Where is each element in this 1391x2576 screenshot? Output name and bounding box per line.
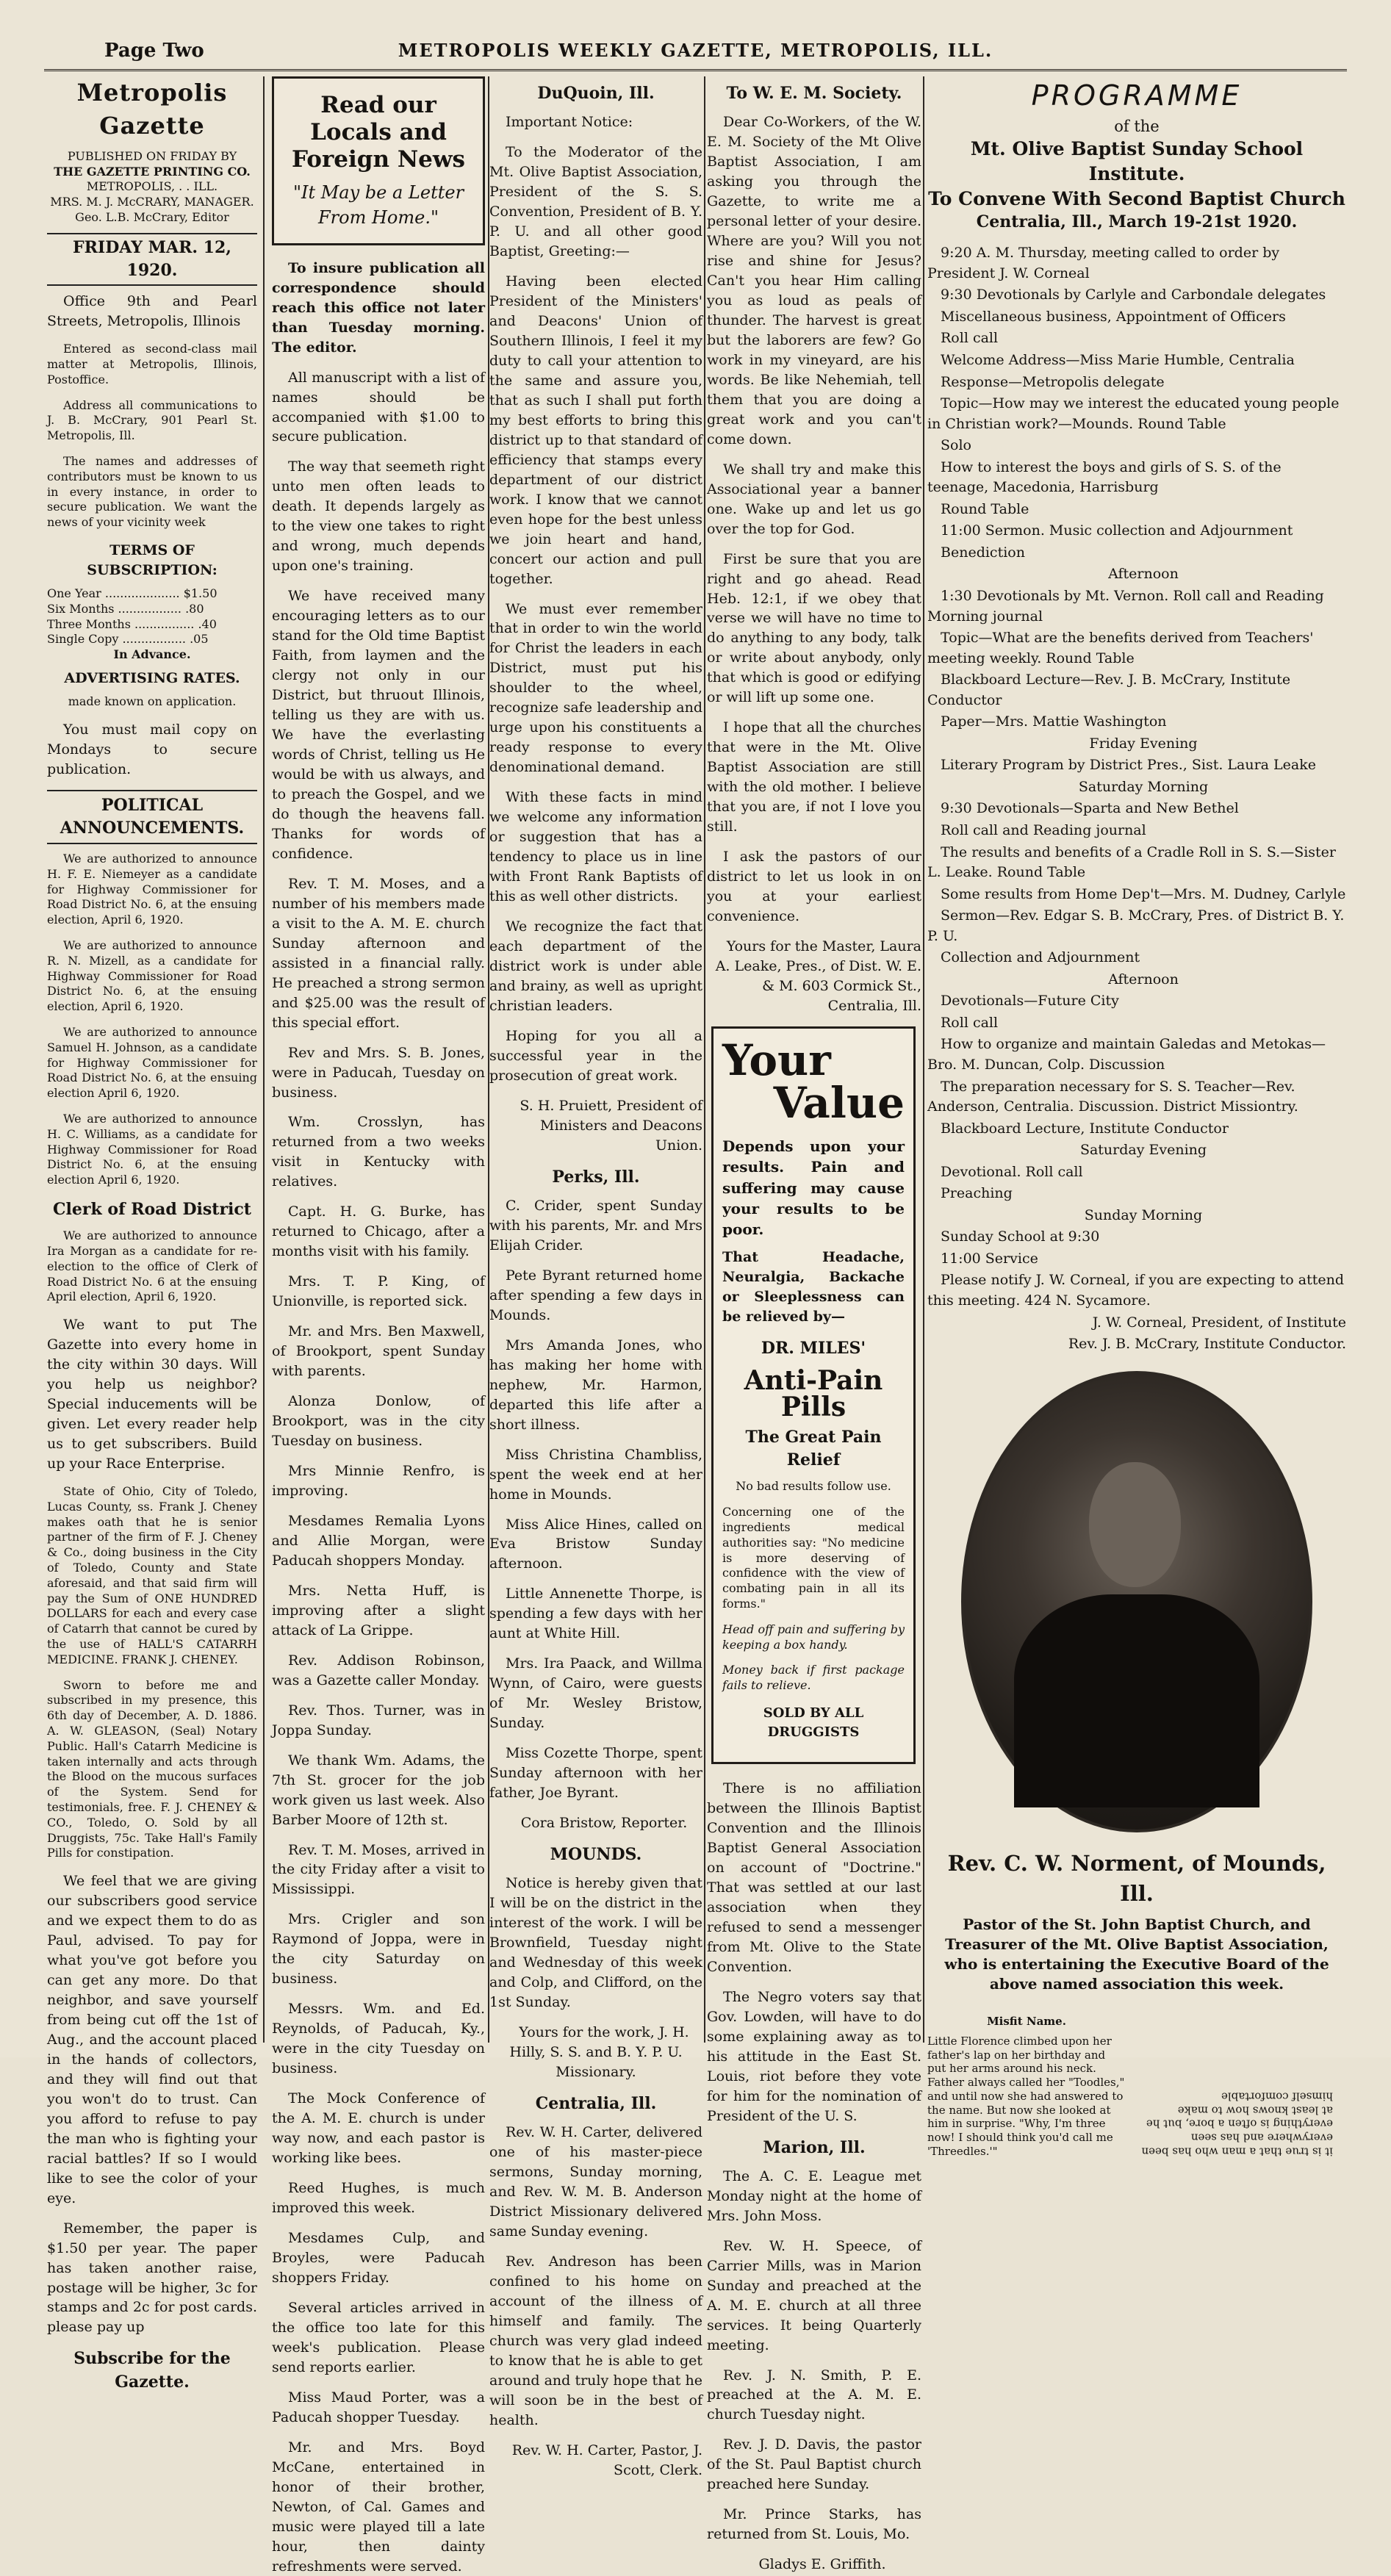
duquoin-title: DuQuoin, Ill. [537,84,655,103]
names-note: The names and addresses of contributors must be known to us in every instance, in order to secure publication. We want the news of your vicinity week [47,454,257,530]
misfit-title: Misfit Name. [987,2015,1066,2029]
marion-paragraph: Rev. J. D. Davis, the pastor of the St. Paul Baptist church preached here Sunday. [707,2436,921,2493]
ad-lead: Depends upon your results. Pain and suffering may cause your results to be poor. [722,1137,905,1239]
column-rule [923,76,924,2043]
political-announcement: We are authorized to announce H. F. E. Niemeyer as a candidate for Highway Commissioner for Road District No. 6, at the ensuing election, April 6, 1920. [47,852,257,927]
dr-miles-ad [711,1026,916,1764]
local-news: Mesdames Culp, and Broyles, were Paducah shoppers Friday. [272,2229,485,2286]
remember-text: Remember, the paper is $1.50 per year. The paper has taken another raise, postage will be higher, 3c for stamps and 2c for post cards. please pay up [47,2220,257,2336]
subscribe-text: Subscribe for the Gazette. [73,2349,231,2392]
programme-item: Preaching [941,1185,1013,1202]
programme-item: Paper—Mrs. Mattie Washington [941,713,1167,730]
programme-item: Some results from Home Dep't—Mrs. M. Dudney, Carlyle [941,885,1346,902]
column-1 [47,76,257,2392]
programme-item: Roll call [941,1014,999,1031]
wem-title: To W. E. M. Society. [726,84,902,103]
programme-item: Welcome Address—Miss Marie Humble, Centralia [941,351,1295,368]
perks-title: Perks, Ill. [552,1167,640,1187]
local-news: Mrs. Netta Huff, is improving after a slight attack of La Grippe. [272,1582,485,1638]
perks-paragraph: Miss Christina Chambliss, spent the week end at her home in Mounds. [489,1446,702,1503]
wem-paragraph: Dear Co-Workers, of the W. E. M. Society of the Mt Olive Baptist Association, I am asking you through the Gazette, to write me a personal letter of your desire. Where are you? Will you not rise and shine for Jesus? Can't you hear Him calling you as loud as peals of thunder. The harvest is great but the laborers are few? Go work in my vineyard, are his words. Be like Nehemiah, tell them that you are doing a great work and you can't come down. [707,114,921,447]
gazette-text: We want to put The Gazette into every home in the city within 30 days. Will you help us neighbor? Special inducements will be given. Let every reader help us to get subscribers. Build up your Race Enterprise. [47,1317,257,1472]
programme-item: 11:00 Sermon. Music collection and Adjournment [941,522,1293,539]
portrait-photo [961,1371,1312,1832]
duquoin-paragraph: To the Moderator of the Mt. Olive Baptist Association, President of the S. S. Convention, President of B. Y. P. U. and all other good Baptist, Greeting:— [489,144,702,260]
local-news: Reed Hughes, is much improved this week. [272,2180,485,2216]
ad-brand: DR. MILES' [761,1338,866,1358]
portrait-note: Pastor of the St. John Baptist Church, and Treasurer of the Mt. Olive Baptist Association, who is entertaining the Executive Board of the above named association this week. [944,1915,1329,1993]
programme-item: Miscellaneous business, Appointment of Officers [941,308,1286,325]
publisher: THE GAZETTE PRINTING CO. [54,164,251,179]
programme-convene: To Convene With Second Baptist Church [928,187,1345,209]
ad-pills: Anti-Pain Pills [744,1364,883,1422]
local-news: All manuscript with a list of names should be accompanied with $1.00 to secure publication. [272,369,485,445]
mail-copy-note: You must mail copy on Mondays to secure publication. [47,721,257,777]
column-3 [489,76,702,2478]
marion-signature: Gladys E. Griffith. [758,2556,886,2573]
programme-item: Roll call [941,330,999,347]
local-news: Mrs Minnie Renfro, is improving. [272,1463,485,1499]
perks-paragraph: Little Annenette Thorpe, is spending a few days with her aunt at White Hill. [489,1586,702,1642]
ad-sold: SOLD BY ALL DRUGGISTS [763,1705,864,1740]
programme-institute: Mt. Olive Baptist Sunday School Institute. [970,138,1304,185]
news-box-subtitle: "It May be a Letter From Home." [292,181,464,228]
programme-section: Sunday Morning [1084,1206,1203,1223]
programme-item: Blackboard Lecture—Rev. J. B. McCrary, Institute Conductor [927,672,1291,708]
programme-section: Afternoon [1108,971,1179,987]
programme-item: J. W. Corneal, President, of Institute [1092,1314,1346,1331]
paper-brand: Metropolis Gazette [76,79,228,140]
programme-item: Sermon—Rev. Edgar S. B. McCrary, Pres. of District B. Y. P. U. [927,907,1345,944]
political-announcement: We are authorized to announce Samuel H. Johnson, as a candidate for Highway Commissioner for Road District No. 6, at the ensuing election April 6, 1920. [47,1025,257,1101]
wem-paragraph: I ask the pastors of our district to let us look in on you at your earliest convenience. [707,849,921,925]
local-news: Capt. H. G. Burke, has returned to Chicago, after a months visit with his family. [272,1204,485,1260]
political-announcement: We are authorized to announce R. N. Mizell, as a candidate for Highway Commissioner for Road District No. 6, at the ensuing election, April 6, 1920. [47,938,257,1014]
marion-paragraph: Rev. W. H. Speece, of Carrier Mills, was in Marion Sunday and preached at the A. M. E. church at all three services. It being Quarterly meeting. [707,2237,921,2353]
programme-section: Afternoon [1108,566,1179,583]
ad-your: Your [722,1035,831,1085]
duquoin-paragraph: Having been elected President of the Ministers' and Deacons' Union of Southern Illinois, I feel it my duty to call your attention to the same and assure you, that as such I shall put forth my best efforts to bring this district up to that standard of efficiency that stamps every department of our district work. I know that we cannot even hope for the best unless we join heart and hand, concert our action and pull together. [489,273,702,587]
local-news: Rev. T. M. Moses, arrived in the city Friday after a visit to Mississippi. [272,1841,485,1898]
service-text: We feel that we are giving our subscribers good service and we expect them to do as Paul, advised. To pay for what you've got before you can get any more. Do that neighbor, and save yourself from being cut off the 1st of Aug., and the account placed in the hands of collectors, and they will find out that you won't do to trust. Can you afford to refuse to pay the man who is fighting your racial battles? If so I would like to see the color of your eye. [47,1873,257,2206]
local-news: Wm. Crosslyn, has returned from a two weeks visit in Kentucky with relatives. [272,1114,485,1190]
news-box [272,76,485,245]
terms-row: Six Months ................. .80 [47,601,204,616]
page-number: Page Two [104,40,204,62]
local-news: We thank Wm. Adams, the 7th St. grocer for the job work given us last week. Also Barber Moore of 12th st. [272,1752,485,1828]
wem-paragraph: First be sure that you are right and go ahead. Read Heb. 12:1, if we obey that verse we will have no time to do anything to any body, talk or write about anybody, only that which is good or edifying or will lift up some one. [707,550,921,706]
ad-body: That Headache, Neuralgia, Backache or Sleeplessness can be relieved by— [722,1248,905,1325]
programme-item: Topic—What are the benefits derived from Teachers' meeting weekly. Round Table [927,630,1314,666]
issue-date: FRIDAY MAR. 12, 1920. [47,233,257,286]
local-news: We have received many encouraging letters as to our stand for the Old time Baptist Faith, from laymen and the clergy not only in our District, but thruout Illinois, telling us they are with us. We have the everlasting words of Christ, telling us He would be with us always, and to preach the Gospel, and we do though the heavens fall. Thanks for words of confidence. [272,588,485,862]
programme-section: Friday Evening [1089,735,1198,752]
terms-row: One Year .................... $1.50 [47,586,218,600]
local-news: Mr. and Mrs. Boyd McCane, entertained in honor of their brother, Newton, of Cal. Games and music were played till a late hour, then dainty refreshments were served. [272,2439,485,2575]
publication-notice: To insure publication all correspondence should reach this office not later than Tuesday morning. The editor. [272,259,485,356]
cheney-text: State of Ohio, City of Toledo, Lucas County, ss. Frank J. Cheney makes oath that he is senior partner of the firm of F. J. Cheney & Co., doing business in the City of Toledo, County and State aforesaid, and that said firm will pay the Sum of ONE HUNDRED DOLLARS for each and every case of Catarrh that cannot be cured by the use of HALL'S CATARRH MEDICINE. FRANK J. CHENEY. [47,1484,257,1666]
programme-item: 9:30 Devotionals by Carlyle and Carbondale delegates [941,287,1326,303]
programme-item: Topic—How may we interest the educated young people in Christian work?—Mounds. Round Table [927,395,1340,432]
portrait-face [1089,1462,1181,1587]
wem-paragraph: We shall try and make this Associational year a banner one. Wake up and let us go over the top for God. [707,461,921,537]
local-news: Mesdames Remalia Lyons and Allie Morgan, were Paducah shoppers Monday. [272,1512,485,1569]
programme-item: Blackboard Lecture, Institute Conductor [941,1120,1229,1137]
terms-row: Single Copy ................. .05 [47,632,209,647]
ad-no-bad: No bad results follow use. [736,1479,891,1494]
political-announcement: We are authorized to announce H. C. Williams, as a candidate for Highway Commissioner for Road District No. 6, at the ensuing election April 6, 1920. [47,1112,257,1187]
published-by: PUBLISHED ON FRIDAY BY [67,148,237,163]
manager: MRS. M. J. McCRARY, MANAGER. [50,195,254,209]
marion-paragraph: The A. C. E. League met Monday night at the home of Mrs. John Moss. [707,2167,921,2224]
programme-item: 9:30 Devotionals—Sparta and New Bethel [941,800,1239,817]
programme-item: Devotionals—Future City [941,993,1119,1010]
portrait-coat [1014,1594,1259,1807]
programme-item: Sunday School at 9:30 [941,1228,1100,1245]
programme-item: Please notify J. W. Corneal, if you are expecting to attend this meeting. 424 N. Sycamore. [927,1272,1344,1309]
duquoin-signature: S. H. Pruiett, President of Ministers and Deacons Union. [520,1097,702,1154]
programme-where: Centralia, Ill., March 19-21st 1920. [976,212,1298,231]
local-news: Alonza Donlow, of Brookport, was in the city Tuesday on business. [272,1393,485,1450]
programme-item: Collection and Adjournment [941,949,1140,966]
local-news: The Mock Conference of the A. M. E. church is under way now, and each pastor is working like bees. [272,2090,485,2167]
programme-item: Solo [941,437,971,454]
local-news: Rev. Thos. Turner, was in Joppa Sunday. [272,1702,485,1738]
column-4 [707,76,921,2573]
portrait-caption: Rev. C. W. Norment, of Mounds, Ill. [947,1850,1326,1906]
advertising-note: made known on application. [68,694,237,708]
perks-paragraph: C. Crider, spent Sunday with his parents, Mr. and Mrs Elijah Crider. [489,1197,702,1253]
centralia-title: Centralia, Ill. [535,2093,657,2113]
programme-item: Round Table [941,500,1029,517]
programme-section: Saturday Evening [1079,1142,1207,1159]
programme-item: How to interest the boys and girls of S. S. of the teenage, Macedonia, Harrisburg [927,458,1282,496]
duquoin-paragraph: We must ever remember that in order to win the world for Christ the leaders in each District, must put his shoulder to the wheel, recognize safe leadership and urge upon his constituents a ready response to every denominational demand. [489,600,702,776]
mounds-signature: Yours for the work, J. H. Hilly, S. S. and B. Y. P. U. Missionary. [509,2024,689,2081]
address-note: Address all communications to J. B. McCrary, 901 Pearl St. Metropolis, Ill. [47,397,257,443]
masthead [44,26,1347,71]
clerk-title: Clerk of Road District [53,1200,251,1220]
upside-down-text: it is true that a man who has been everywhere and has seen everything is often a bore, but he at least knows how to make himself comfortable [1141,2090,1333,2159]
centralia-paragraph: Rev. W. H. Carter, delivered one of his master-piece sermons, Sunday morning, and Rev. W. M. B. Anderson District Missionary delivered same Sunday evening. [489,2124,702,2240]
centralia-paragraph: Rev. Andreson has been confined to his home on account of the illness of himself and family. The church was very glad indeed to know that he is able to get around and truly hope that he will soon be in the best of health. [489,2253,702,2428]
marion-paragraph: Rev. J. N. Smith, P. E. preached at the A. M. E. church Tuesday night. [707,2367,921,2423]
programme-title: PROGRAMME [1031,79,1243,112]
ad-head-off: Head off pain and suffering by keeping a box handy. [722,1622,905,1652]
perks-paragraph: Mrs. Ira Paack, and Willma Wynn, of Cairo, were guests of Mr. Wesley Bristow, Sunday. [489,1655,702,1732]
programme-item: The preparation necessary for S. S. Teacher—Rev. Anderson, Centralia. Discussion. District Missiontry. [927,1078,1298,1115]
terms-row: Three Months ................ .40 [47,616,217,631]
clerk-text: We are authorized to announce Ira Morgan as a candidate for re-election to the office of Clerk of Road District No. 6 at the ensuing April election, April 6, 1920. [47,1228,257,1304]
programme-item: How to organize and maintain Galedas and Metokas—Bro. M. Duncan, Colp. Discussion [927,1036,1326,1073]
entered-note: Entered as second-class mail matter at Metropolis, Illinois, Postoffice. [47,342,257,386]
programme-list [927,243,1346,1354]
perks-paragraph: Miss Cozette Thorpe, spent Sunday afternoon with her father, Joe Byrant. [489,1745,702,1802]
local-news: Rev and Mrs. S. B. Jones, were in Paducah, Tuesday on business. [272,1044,485,1101]
office-address: Office 9th and Pearl Streets, Metropolis, Illinois [47,293,257,330]
news-box-title: Read our Locals and Foreign News [291,92,466,173]
programme-of-the: of the [1114,117,1160,135]
ad-concerning: Concerning one of the ingredients medical authorities say: "No medicine is more deserving of confidence with the view of combating pain in all its forms." [722,1505,905,1611]
after-ad-paragraph: There is no affiliation between the Illinois Baptist Convention and the Illinois Baptist General Association on account of "Doctrine." That was settled at our last association when they refused to send a messenger from Mt. Olive to the State Convention. [707,1780,921,1975]
bottom-corner [927,2009,1346,2159]
programme-section: Saturday Morning [1078,778,1209,795]
programme-item: Response—Metropolis delegate [941,373,1165,390]
programme-item: 1:30 Devotionals by Mt. Vernon. Roll call and Reading Morning journal [927,587,1324,625]
duquoin-subtitle: Important Notice: [506,114,633,131]
marion-paragraph: Mr. Prince Starks, has returned from St. Louis, Mo. [707,2506,921,2543]
column-5 [927,76,1346,2159]
local-news: The way that seemeth right unto men often leads to death. It depends largely as to the view one takes to right and wrong, much depends upon one's training. [272,458,485,575]
programme-item: Benediction [941,544,1025,561]
advance-note: In Advance. [113,647,191,662]
local-news: Rev. T. M. Moses, and a number of his members made a visit to the A. M. E. church Sunday afternoon and assisted in a financial rally. He preached a strong sermon and $25.00 was the result of this special effort. [272,875,485,1031]
programme-item: 11:00 Service [941,1250,1038,1267]
local-news: Miss Maud Porter, was a Paducah shopper Tuesday. [272,2389,485,2425]
perks-paragraph: Pete Byrant returned home after spending a few days in Mounds. [489,1267,702,1323]
cheney-text-2: Sworn to before me and subscribed in my presence, this 6th day of December, A. D. 1886. A. W. GLEASON, (Seal) Notary Public. Hall's Catarrh Medicine is taken internally and acts through the Blood on the mucous surfaces of the System. Send for testimonials, free. F. J. CHENEY & CO., Toledo, O. Sold by all Druggists, 75c. Take Hall's Family Pills for constipation. [47,1677,257,1860]
terms-title: TERMS OF SUBSCRIPTION: [87,542,218,578]
programme-item: Roll call and Reading journal [941,822,1146,838]
wem-paragraph: I hope that all the churches that were in the Mt. Olive Baptist Association are still with the old mother. I believe that you are, if not I love you still. [707,719,921,835]
wem-signature: Yours for the Master, Laura A. Leake, Pres., of Dist. W. E. & M. 603 Cormick St., Centralia, Ill. [715,938,921,1014]
misfit-text: Little Florence climbed upon her father's lap on her birthday and put her arms around his neck. Father always called her "Toodles," and until now she had answered to the name. But now she looked at him in surprise. "Why, I'm three now! I should think you'd call me 'Threedles.'" [927,2034,1125,2158]
local-news: Mr. and Mrs. Ben Maxwell, of Brookport, spent Sunday with parents. [272,1323,485,1380]
local-news: Rev. Addison Robinson, was a Gazette caller Monday. [272,1652,485,1688]
duquoin-paragraph: With these facts in mind we welcome any information or suggestion that has a tendency to place us in line with Front Rank Baptists of this as well other districts. [489,789,702,905]
centralia-signature: Rev. W. H. Carter, Pastor, J. Scott, Clerk. [511,2442,702,2478]
perks-paragraph: Miss Alice Hines, called on Eva Bristow Sunday afternoon. [489,1516,702,1572]
after-ad-paragraph: The Negro voters say that Gov. Lowden, will have to do some explaining away as to his attitude in the East St. Louis, riot before they vote for him for the nomination of President of the U. S. [707,1988,921,2124]
column-rule [704,76,705,2043]
ad-money: Money back if first package fails to relieve. [722,1663,905,1693]
local-news: Several articles arrived in the office too late for this week's publication. Please send reports earlier. [272,2299,485,2375]
marion-title: Marion, Ill. [763,2137,866,2157]
column-2 [272,76,485,2575]
local-news: Mrs. T. P. King, of Unionville, is reported sick. [272,1273,485,1310]
mounds-title: MOUNDS. [550,1845,642,1865]
political-title: POLITICAL ANNOUNCEMENTS. [47,790,257,844]
programme-item: 9:20 A. M. Thursday, meeting called to order by President J. W. Corneal [927,245,1280,281]
perks-signature: Cora Bristow, Reporter. [520,1815,688,1832]
advertising-title: ADVERTISING RATES. [64,669,240,686]
misfit-block [927,2009,1126,2159]
local-news: Messrs. Wm. and Ed. Reynolds, of Paducah, Ky., were in the city Tuesday on business. [272,2001,485,2077]
programme-item: Devotional. Roll call [941,1163,1083,1180]
masthead-title: METROPOLIS WEEKLY GAZETTE, METROPOLIS, ILL. [398,40,993,61]
publisher-place: METROPOLIS, . . ILL. [86,179,218,194]
editor: Geo. L.B. McCrary, Editor [75,210,229,225]
ad-value: Value [773,1077,905,1128]
mounds-paragraph: Notice is hereby given that I will be on the district in the interest of the work. I will be Brownfield, Tuesday night and Wednesday of this week and Colp, and Clifford, on the 1st Sunday. [489,1875,702,2011]
duquoin-paragraph: Hoping for you all a successful year in the prosecution of great work. [489,1027,702,1084]
programme-item: The results and benefits of a Cradle Roll in S. S.—Sister L. Leake. Round Table [927,843,1337,881]
programme-item: Rev. J. B. McCrary, Institute Conductor. [1068,1336,1346,1353]
ad-relief: The Great Pain Relief [745,1427,882,1470]
programme-item: Literary Program by District Pres., Sist. Laura Leake [941,757,1316,774]
local-news: Mrs. Crigler and son Raymond of Joppa, were in the city Saturday on business. [272,1911,485,1987]
duquoin-paragraph: We recognize the fact that each department of the district work is under able and brainy, as well as upright christian leaders. [489,918,702,1014]
column-rule [263,76,265,2043]
perks-paragraph: Mrs Amanda Jones, who has making her home with nephew, Mr. Harmon, departed this life after a short illness. [489,1336,702,1433]
